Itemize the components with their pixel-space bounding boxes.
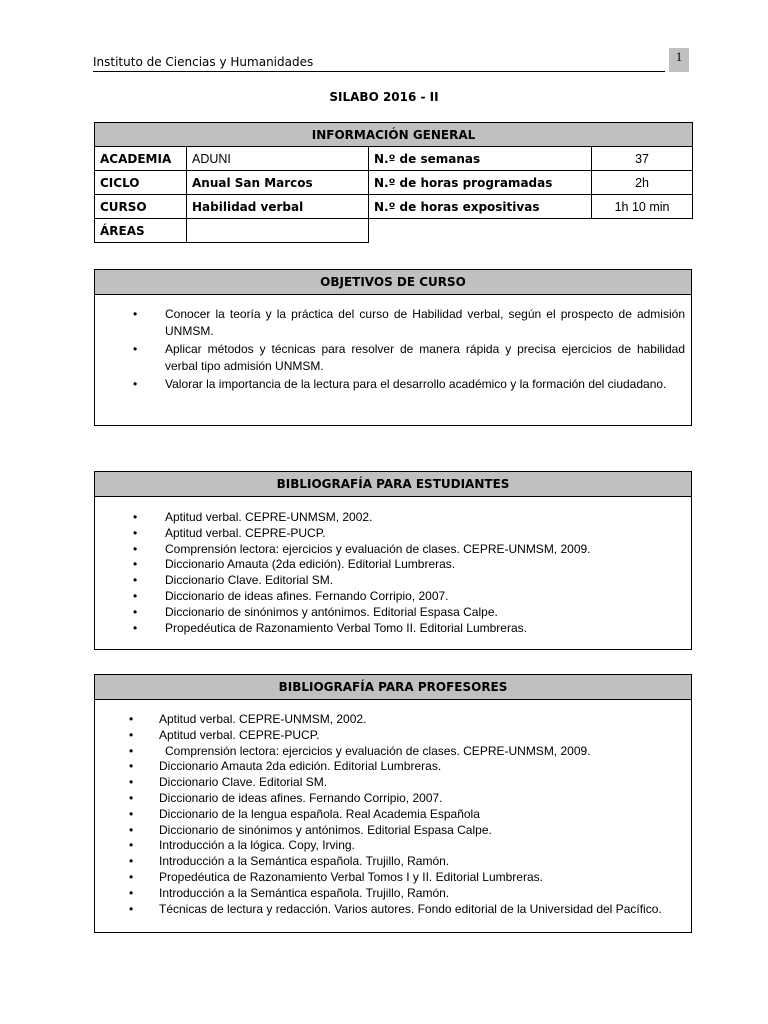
teacher-bibliography-heading: BIBLIOGRAFÍA PARA PROFESORES (95, 675, 691, 700)
ciclo-value: Anual San Marcos (187, 171, 369, 195)
list-item: • Valorar la importancia de la lectura para el desarrollo académico y la formación del ciudadano. (95, 376, 691, 393)
list-item: • Aptitud verbal. CEPRE-PUCP. (95, 728, 691, 744)
table-row (95, 219, 693, 243)
list-item: • Técnicas de lectura y redacción. Varios autores. Fondo editorial de la Universidad del Pacífico. (95, 902, 691, 918)
page-header: Instituto de Ciencias y Humanidades (93, 55, 665, 72)
list-item: • Diccionario de ideas afines. Fernando Corripio, 2007. (95, 589, 691, 605)
expository-hours-label: N.º de horas expositivas (369, 195, 592, 219)
objectives-heading: OBJETIVOS DE CURSO (95, 270, 691, 295)
list-item: • Diccionario de ideas afines. Fernando Corripio, 2007. (95, 791, 691, 807)
list-item: • Diccionario Amauta (2da edición). Editorial Lumbreras. (95, 557, 691, 573)
teacher-bibliography-list (95, 712, 691, 917)
list-item: • Propedéutica de Razonamiento Verbal Tomo II. Editorial Lumbreras. (95, 621, 691, 637)
expository-hours-value: 1h 10 min (592, 195, 693, 219)
academia-value: ADUNI (187, 147, 369, 171)
list-item: • Comprensión lectora: ejercicios y evaluación de clases. CEPRE-UNMSM, 2009. (95, 744, 691, 760)
student-bibliography-list (95, 510, 691, 636)
list-item: • Aptitud verbal. CEPRE-UNMSM, 2002. (95, 510, 691, 526)
academia-label: ACADEMIA (95, 147, 187, 171)
table-row (95, 195, 693, 219)
programmed-hours-label: N.º de horas programadas (369, 171, 592, 195)
student-bibliography-section (94, 471, 692, 650)
ciclo-label: CICLO (95, 171, 187, 195)
table-row (95, 171, 693, 195)
general-info-heading: INFORMACIÓN GENERAL (95, 123, 693, 147)
general-info-table (94, 122, 692, 243)
document-title: SILABO 2016 - II (329, 90, 439, 104)
list-item: • Aptitud verbal. CEPRE-UNMSM, 2002. (95, 712, 691, 728)
list-item: • Introducción a la Semántica española. Trujillo, Ramón. (95, 854, 691, 870)
programmed-hours-value: 2h (592, 171, 693, 195)
curso-label: CURSO (95, 195, 187, 219)
list-item: • Aplicar métodos y técnicas para resolver de manera rápida y precisa ejercicios de habilidad verbal tipo admisión UNMSM. (95, 341, 691, 375)
student-bibliography-heading: BIBLIOGRAFÍA PARA ESTUDIANTES (95, 472, 691, 497)
list-item: • Diccionario de sinónimos y antónimos. Editorial Espasa Calpe. (95, 823, 691, 839)
list-item: • Diccionario de sinónimos y antónimos. Editorial Espasa Calpe. (95, 605, 691, 621)
curso-value: Habilidad verbal (187, 195, 369, 219)
list-item: • Aptitud verbal. CEPRE-PUCP. (95, 526, 691, 542)
weeks-label: N.º de semanas (369, 147, 592, 171)
objectives-section (94, 269, 692, 426)
list-item: • Introducción a la lógica. Copy, Irving. (95, 838, 691, 854)
objectives-list (95, 306, 691, 393)
list-item: • Propedéutica de Razonamiento Verbal Tomos I y II. Editorial Lumbreras. (95, 870, 691, 886)
list-item: • Introducción a la Semántica española. Trujillo, Ramón. (95, 886, 691, 902)
teacher-bibliography-section (94, 674, 692, 933)
areas-value (187, 219, 369, 243)
list-item: • Diccionario Clave. Editorial SM. (95, 775, 691, 791)
table-row (95, 147, 693, 171)
list-item: • Diccionario de la lengua española. Real Academia Española (95, 807, 691, 823)
page-number: 1 (669, 48, 689, 72)
list-item: • Diccionario Amauta 2da edición. Editorial Lumbreras. (95, 759, 691, 775)
weeks-value: 37 (592, 147, 693, 171)
areas-label: ÁREAS (95, 219, 187, 243)
list-item: • Comprensión lectora: ejercicios y evaluación de clases. CEPRE-UNMSM, 2009. (95, 542, 691, 558)
list-item: • Diccionario Clave. Editorial SM. (95, 573, 691, 589)
list-item: • Conocer la teoría y la práctica del curso de Habilidad verbal, según el prospecto de admisión UNMSM. (95, 306, 691, 340)
